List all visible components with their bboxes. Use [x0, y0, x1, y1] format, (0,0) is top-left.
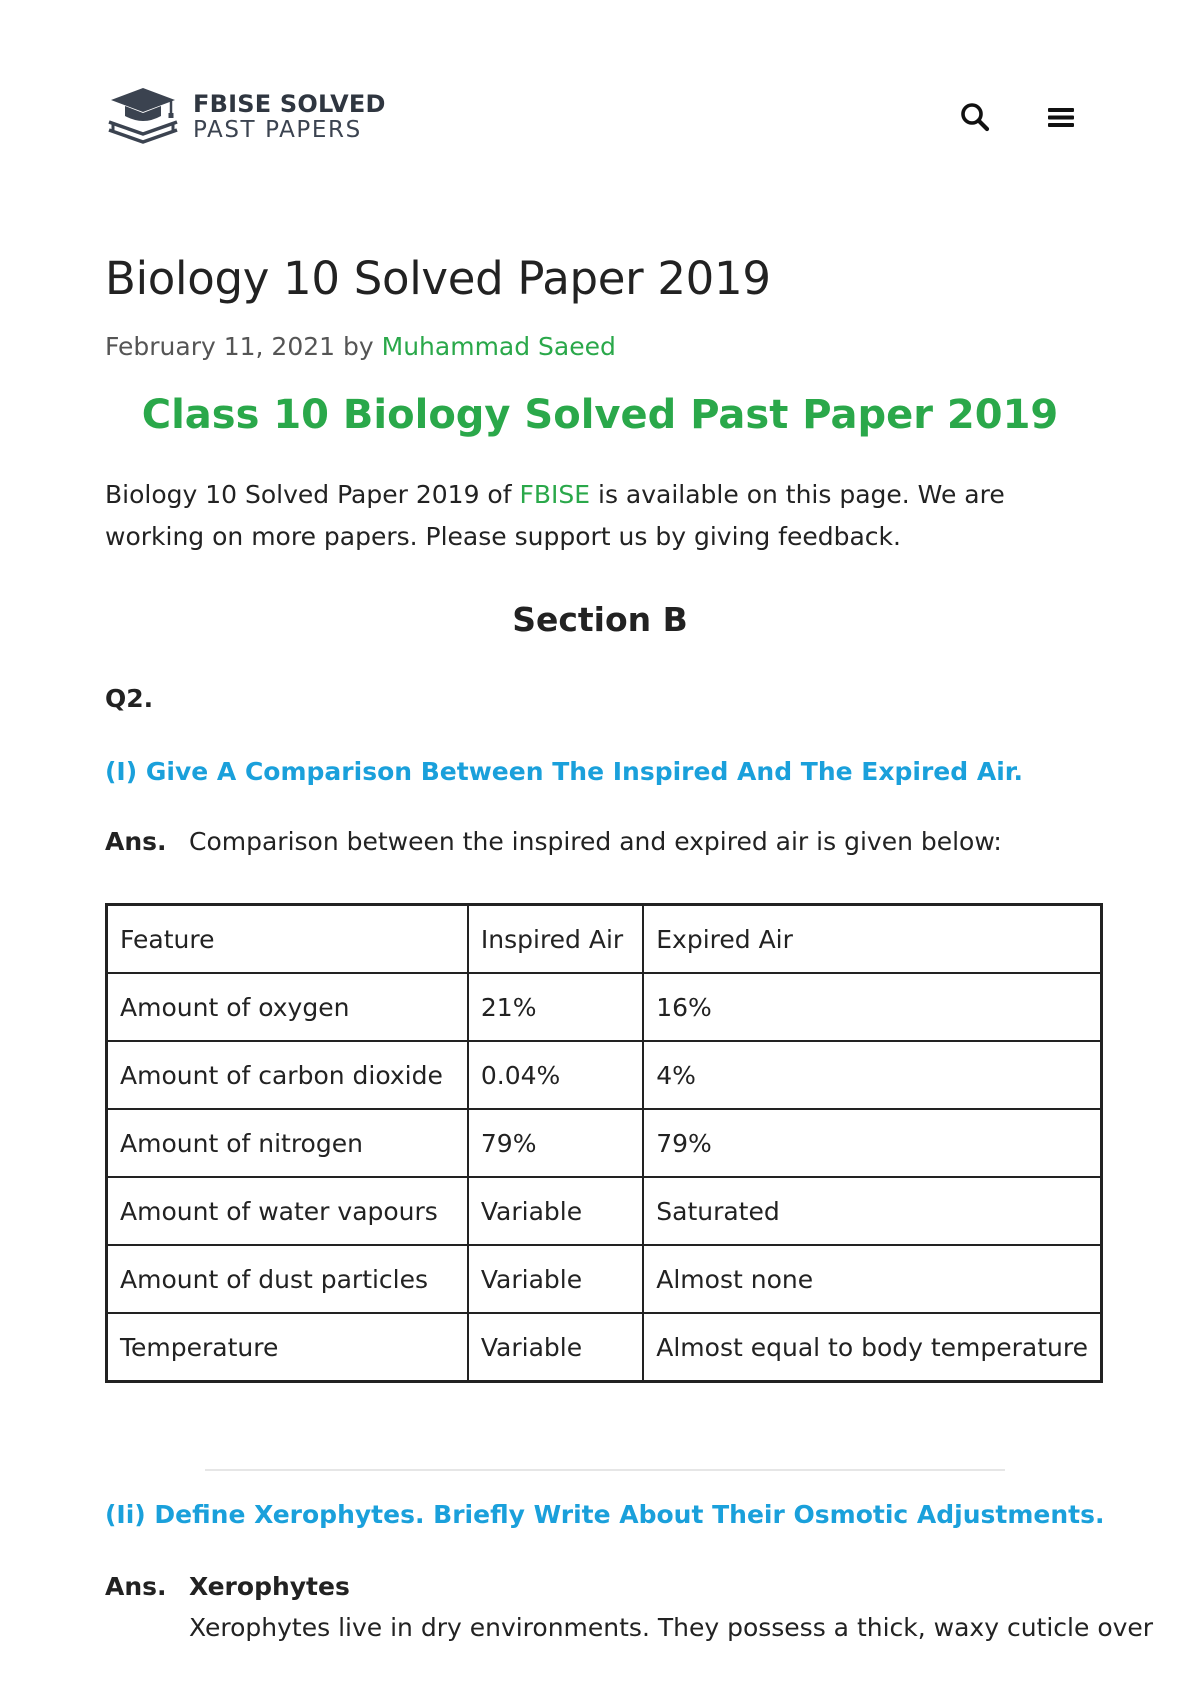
post-meta	[105, 332, 616, 361]
table-header-row	[107, 905, 1102, 974]
question-1-heading: (I) Give A Comparison Between The Inspired And The Expired Air.	[105, 757, 1024, 786]
post-date: February 11, 2021	[105, 332, 336, 361]
table-cell: Variable	[468, 1177, 643, 1245]
search-icon	[958, 100, 992, 134]
table-cell: Amount of nitrogen	[107, 1109, 468, 1177]
logo-line-2: PAST PAPERS	[193, 117, 362, 143]
answer-2	[105, 1572, 350, 1601]
fbise-link[interactable]: FBISE	[519, 480, 591, 509]
table-cell: 4%	[643, 1041, 1101, 1109]
intro-text-2: is available on this page. We are working on more papers. Please support us by giving feedback.	[105, 480, 1005, 551]
table-header-cell: Inspired Air	[468, 905, 643, 974]
menu-icon	[1044, 100, 1078, 134]
logo-line-1: FBISE SOLVED	[193, 90, 386, 118]
table-cell: Saturated	[643, 1177, 1101, 1245]
table-cell: 79%	[643, 1109, 1101, 1177]
author-link[interactable]: Muhammad Saeed	[381, 332, 616, 361]
table-cell: 79%	[468, 1109, 643, 1177]
table-row	[107, 1109, 1102, 1177]
table-cell: Temperature	[107, 1313, 468, 1382]
answer-1	[105, 827, 1002, 856]
table-cell: 0.04%	[468, 1041, 643, 1109]
menu-button[interactable]	[1044, 100, 1078, 134]
intro-text-1: Biology 10 Solved Paper 2019 of	[105, 480, 520, 509]
table-header-cell: Feature	[107, 905, 468, 974]
table-header-cell: Expired Air	[643, 905, 1101, 974]
article-subtitle: Class 10 Biology Solved Past Paper 2019	[141, 392, 1059, 438]
table-cell: Amount of oxygen	[107, 973, 468, 1041]
table-row	[107, 1245, 1102, 1313]
table-cell: 21%	[468, 973, 643, 1041]
table-cell: Almost none	[643, 1245, 1101, 1313]
search-button[interactable]	[958, 100, 992, 134]
intro-paragraph	[105, 474, 1105, 558]
comparison-table	[105, 903, 1103, 1383]
answer-label: Ans.	[105, 827, 167, 856]
question-number: Q2.	[105, 684, 154, 713]
table-row	[107, 1313, 1102, 1382]
table-cell: Amount of carbon dioxide	[107, 1041, 468, 1109]
graduation-cap-books-icon	[105, 86, 181, 148]
table-cell: Almost equal to body temperature	[643, 1313, 1101, 1382]
table-cell: Variable	[468, 1313, 643, 1382]
table-cell: Variable	[468, 1245, 643, 1313]
page-title: Biology 10 Solved Paper 2019	[105, 252, 771, 305]
logo-text	[193, 92, 386, 142]
post-by: by	[343, 332, 374, 361]
site-logo[interactable]	[105, 86, 386, 148]
table-row	[107, 973, 1102, 1041]
table-row	[107, 1177, 1102, 1245]
table-cell: Amount of dust particles	[107, 1245, 468, 1313]
section-heading: Section B	[512, 600, 688, 639]
answer-2-text: Xerophytes live in dry environments. They possess a thick, waxy cuticle over	[189, 1613, 1154, 1642]
answer-1-text: Comparison between the inspired and expired air is given below:	[189, 827, 1002, 856]
table-cell: 16%	[643, 973, 1101, 1041]
section-divider	[205, 1469, 1005, 1471]
answer-2-term: Xerophytes	[189, 1572, 350, 1601]
question-2-heading: (Ii) Define Xerophytes. Briefly Write About Their Osmotic Adjustments.	[105, 1500, 1105, 1529]
answer-label: Ans.	[105, 1572, 167, 1601]
table-cell: Amount of water vapours	[107, 1177, 468, 1245]
table-row	[107, 1041, 1102, 1109]
